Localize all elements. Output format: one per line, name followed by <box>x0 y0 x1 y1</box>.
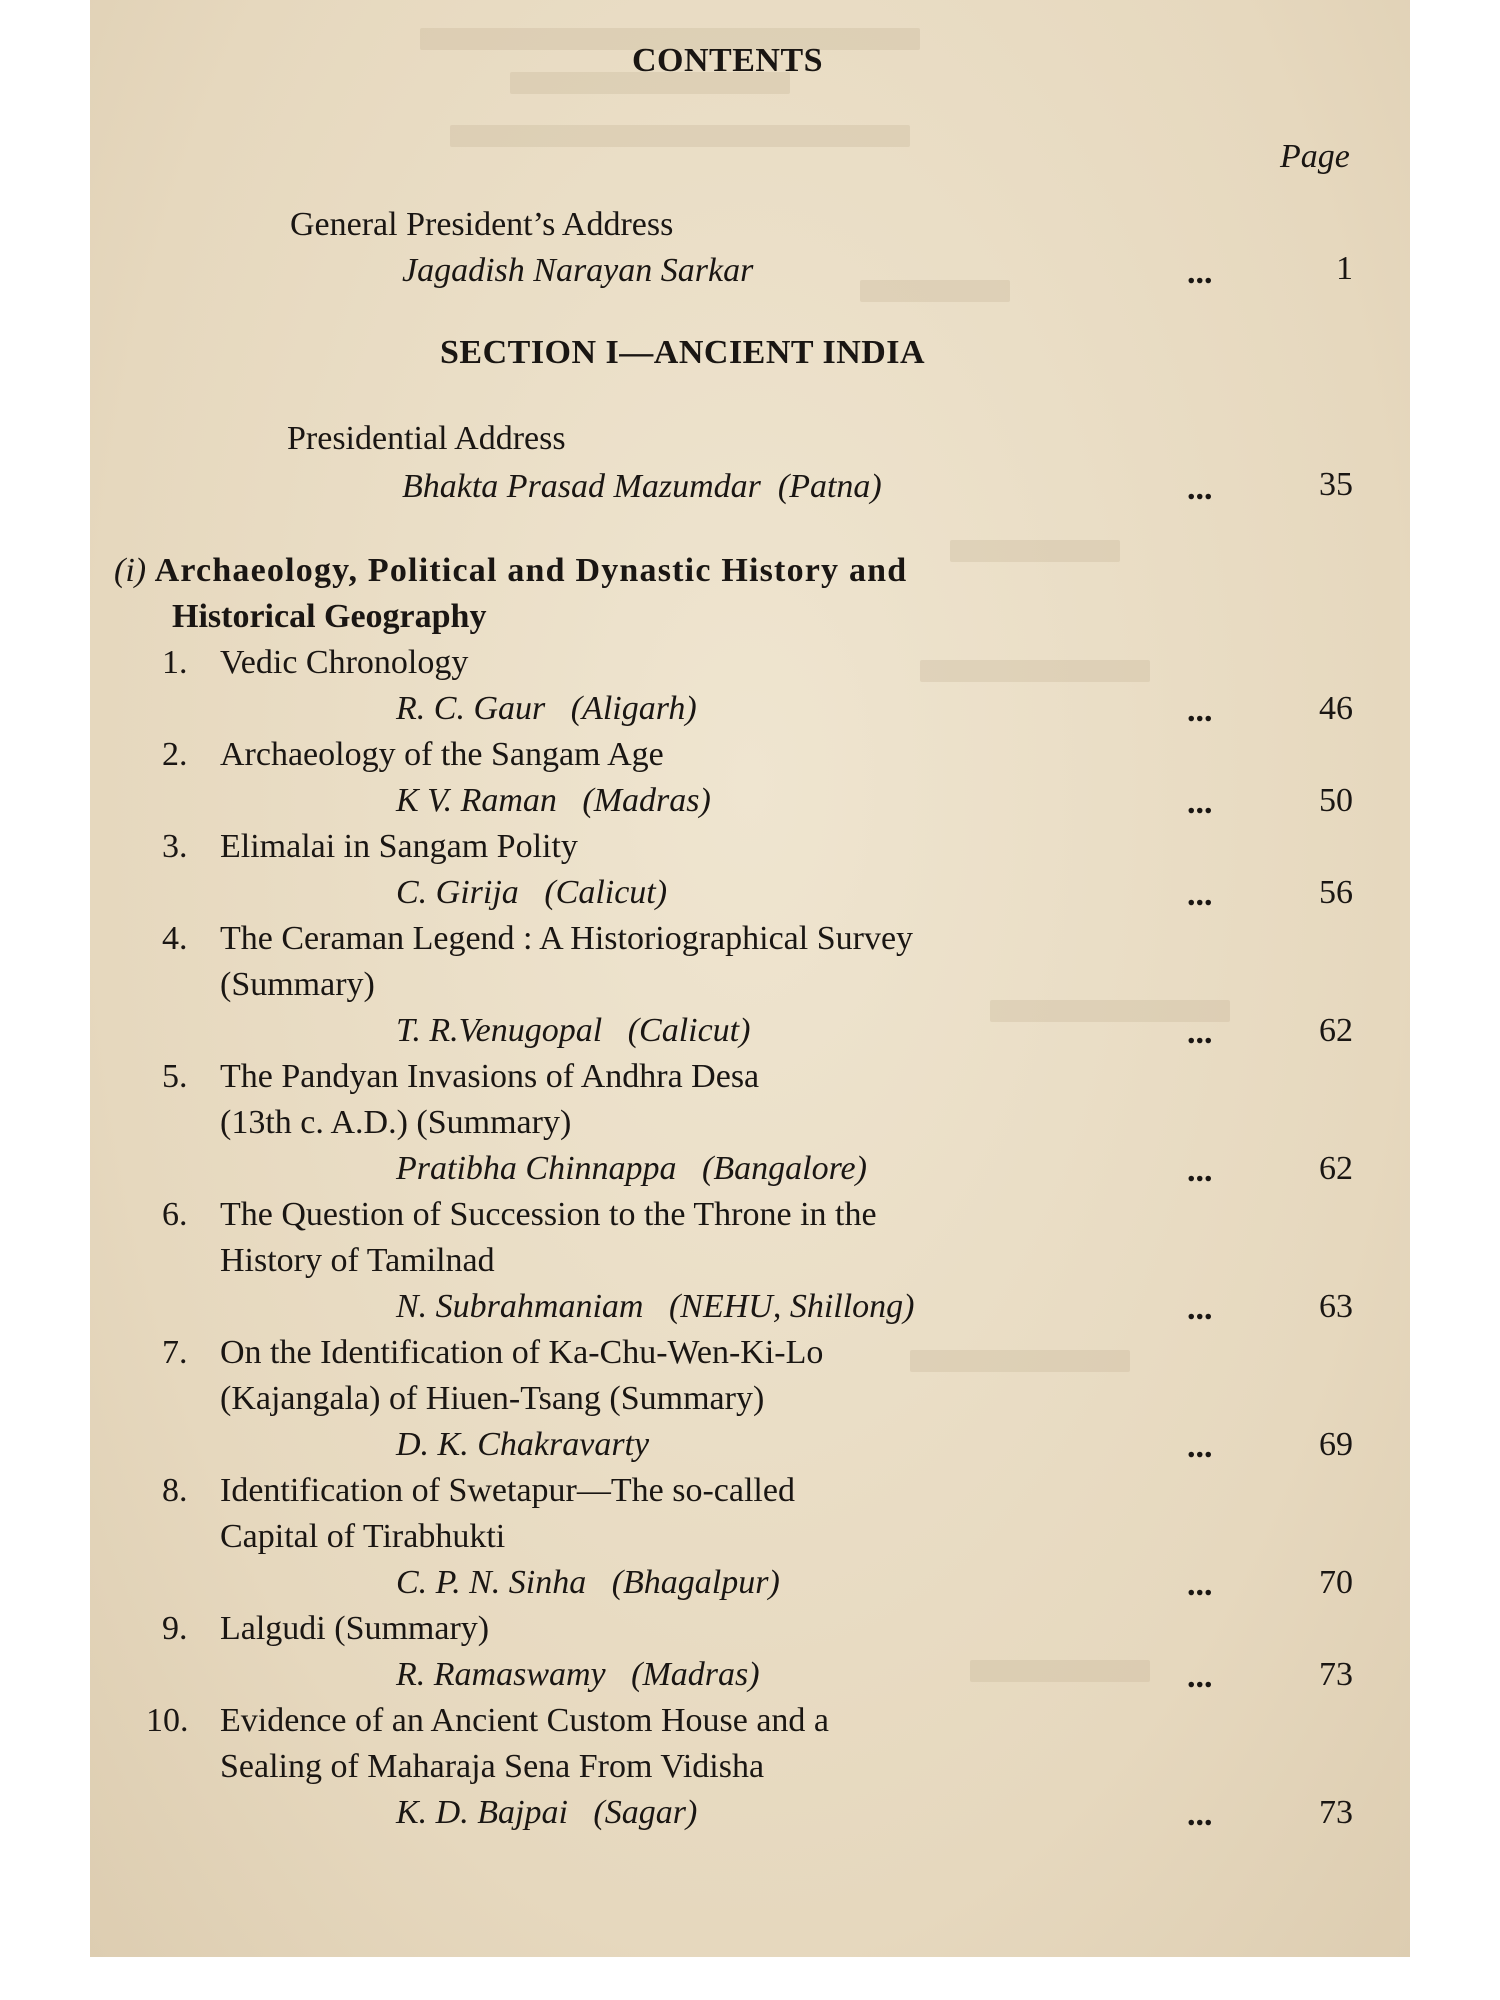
presidential-address-author: Bhakta Prasad Mazumdar (Patna) <box>402 468 882 505</box>
page-column-label: Page <box>1280 138 1350 175</box>
scanned-page <box>90 0 1410 1957</box>
entry-author: K V. Raman (Madras) <box>396 782 711 819</box>
entry-author: C. P. N. Sinha (Bhagalpur) <box>396 1564 780 1601</box>
entry-author: R. C. Gaur (Aligarh) <box>396 690 697 727</box>
entry-page-number: 62 <box>1319 1150 1353 1187</box>
entry-title-line: Sealing of Maharaja Sena From Vidisha <box>220 1748 765 1785</box>
subsection-marker: (i) <box>114 552 147 589</box>
entry-title-line: (Kajangala) of Hiuen-Tsang (Summary) <box>220 1380 765 1417</box>
entry-title-line: Vedic Chronology <box>220 644 469 681</box>
leader-dots: ... <box>1187 254 1213 291</box>
entry-number: 3. <box>162 828 188 865</box>
section-heading: SECTION I—ANCIENT INDIA <box>440 334 926 371</box>
entry-title-line: History of Tamilnad <box>220 1242 495 1279</box>
leader-dots: ... <box>1187 1014 1213 1051</box>
entry-page-number: 73 <box>1319 1794 1353 1831</box>
entry-page-number: 73 <box>1319 1656 1353 1693</box>
leader-dots: ... <box>1187 784 1213 821</box>
entry-page-number: 63 <box>1319 1288 1353 1325</box>
entry-author: D. K. Chakravarty <box>396 1426 650 1463</box>
entry-title-line: Lalgudi (Summary) <box>220 1610 490 1647</box>
entry-number: 2. <box>162 736 188 773</box>
entry-title-line: On the Identification of Ka-Chu-Wen-Ki-Lo <box>220 1334 824 1371</box>
contents-title: CONTENTS <box>632 42 824 79</box>
leader-dots: ... <box>1187 470 1213 507</box>
leader-dots: ... <box>1187 1290 1213 1327</box>
general-address-title: General President’s Address <box>290 206 674 243</box>
entry-number: 8. <box>162 1472 188 1509</box>
leader-dots: ... <box>1187 876 1213 913</box>
entry-title-line: Identification of Swetapur—The so-called <box>220 1472 795 1509</box>
entry-title-line: Elimalai in Sangam Polity <box>220 828 578 865</box>
subsection-heading-line2: Historical Geography <box>172 598 487 635</box>
entry-number: 5. <box>162 1058 188 1095</box>
entry-author: C. Girija (Calicut) <box>396 874 668 911</box>
leader-dots: ... <box>1187 1428 1213 1465</box>
entry-title-line: (Summary) <box>220 966 375 1003</box>
entry-title-line: The Pandyan Invasions of Andhra Desa <box>220 1058 760 1095</box>
entry-title-line: The Question of Succession to the Throne in the <box>220 1196 877 1233</box>
entry-page-number: 56 <box>1319 874 1353 911</box>
entry-number: 4. <box>162 920 188 957</box>
entry-author: T. R.Venugopal (Calicut) <box>396 1012 751 1049</box>
entry-author: K. D. Bajpai (Sagar) <box>396 1794 698 1831</box>
presidential-address-page: 35 <box>1319 466 1353 503</box>
entry-title-line: (13th c. A.D.) (Summary) <box>220 1104 572 1141</box>
leader-dots: ... <box>1187 1152 1213 1189</box>
entry-page-number: 46 <box>1319 690 1353 727</box>
entry-author: Pratibha Chinnappa (Bangalore) <box>396 1150 867 1187</box>
general-address-author: Jagadish Narayan Sarkar <box>402 252 754 289</box>
entry-page-number: 50 <box>1319 782 1353 819</box>
entry-number: 7. <box>162 1334 188 1371</box>
leader-dots: ... <box>1187 692 1213 729</box>
entry-number: 6. <box>162 1196 188 1233</box>
entry-author: N. Subrahmaniam (NEHU, Shillong) <box>396 1288 915 1325</box>
general-address-page: 1 <box>1336 250 1353 287</box>
entry-page-number: 69 <box>1319 1426 1353 1463</box>
entry-page-number: 62 <box>1319 1012 1353 1049</box>
entry-page-number: 70 <box>1319 1564 1353 1601</box>
entry-number: 9. <box>162 1610 188 1647</box>
entry-number: 10. <box>146 1702 189 1739</box>
entry-title-line: Archaeology of the Sangam Age <box>220 736 664 773</box>
entry-number: 1. <box>162 644 188 681</box>
leader-dots: ... <box>1187 1566 1213 1603</box>
entry-title-line: Evidence of an Ancient Custom House and a <box>220 1702 830 1739</box>
entry-title-line: The Ceraman Legend : A Historiographical Survey <box>220 920 914 957</box>
presidential-address-title: Presidential Address <box>287 420 566 457</box>
leader-dots: ... <box>1187 1658 1213 1695</box>
subsection-heading: (i) Archaeology, Political and Dynastic History and <box>114 552 908 589</box>
entry-author: R. Ramaswamy (Madras) <box>396 1656 760 1693</box>
entry-title-line: Capital of Tirabhukti <box>220 1518 506 1555</box>
leader-dots: ... <box>1187 1796 1213 1833</box>
